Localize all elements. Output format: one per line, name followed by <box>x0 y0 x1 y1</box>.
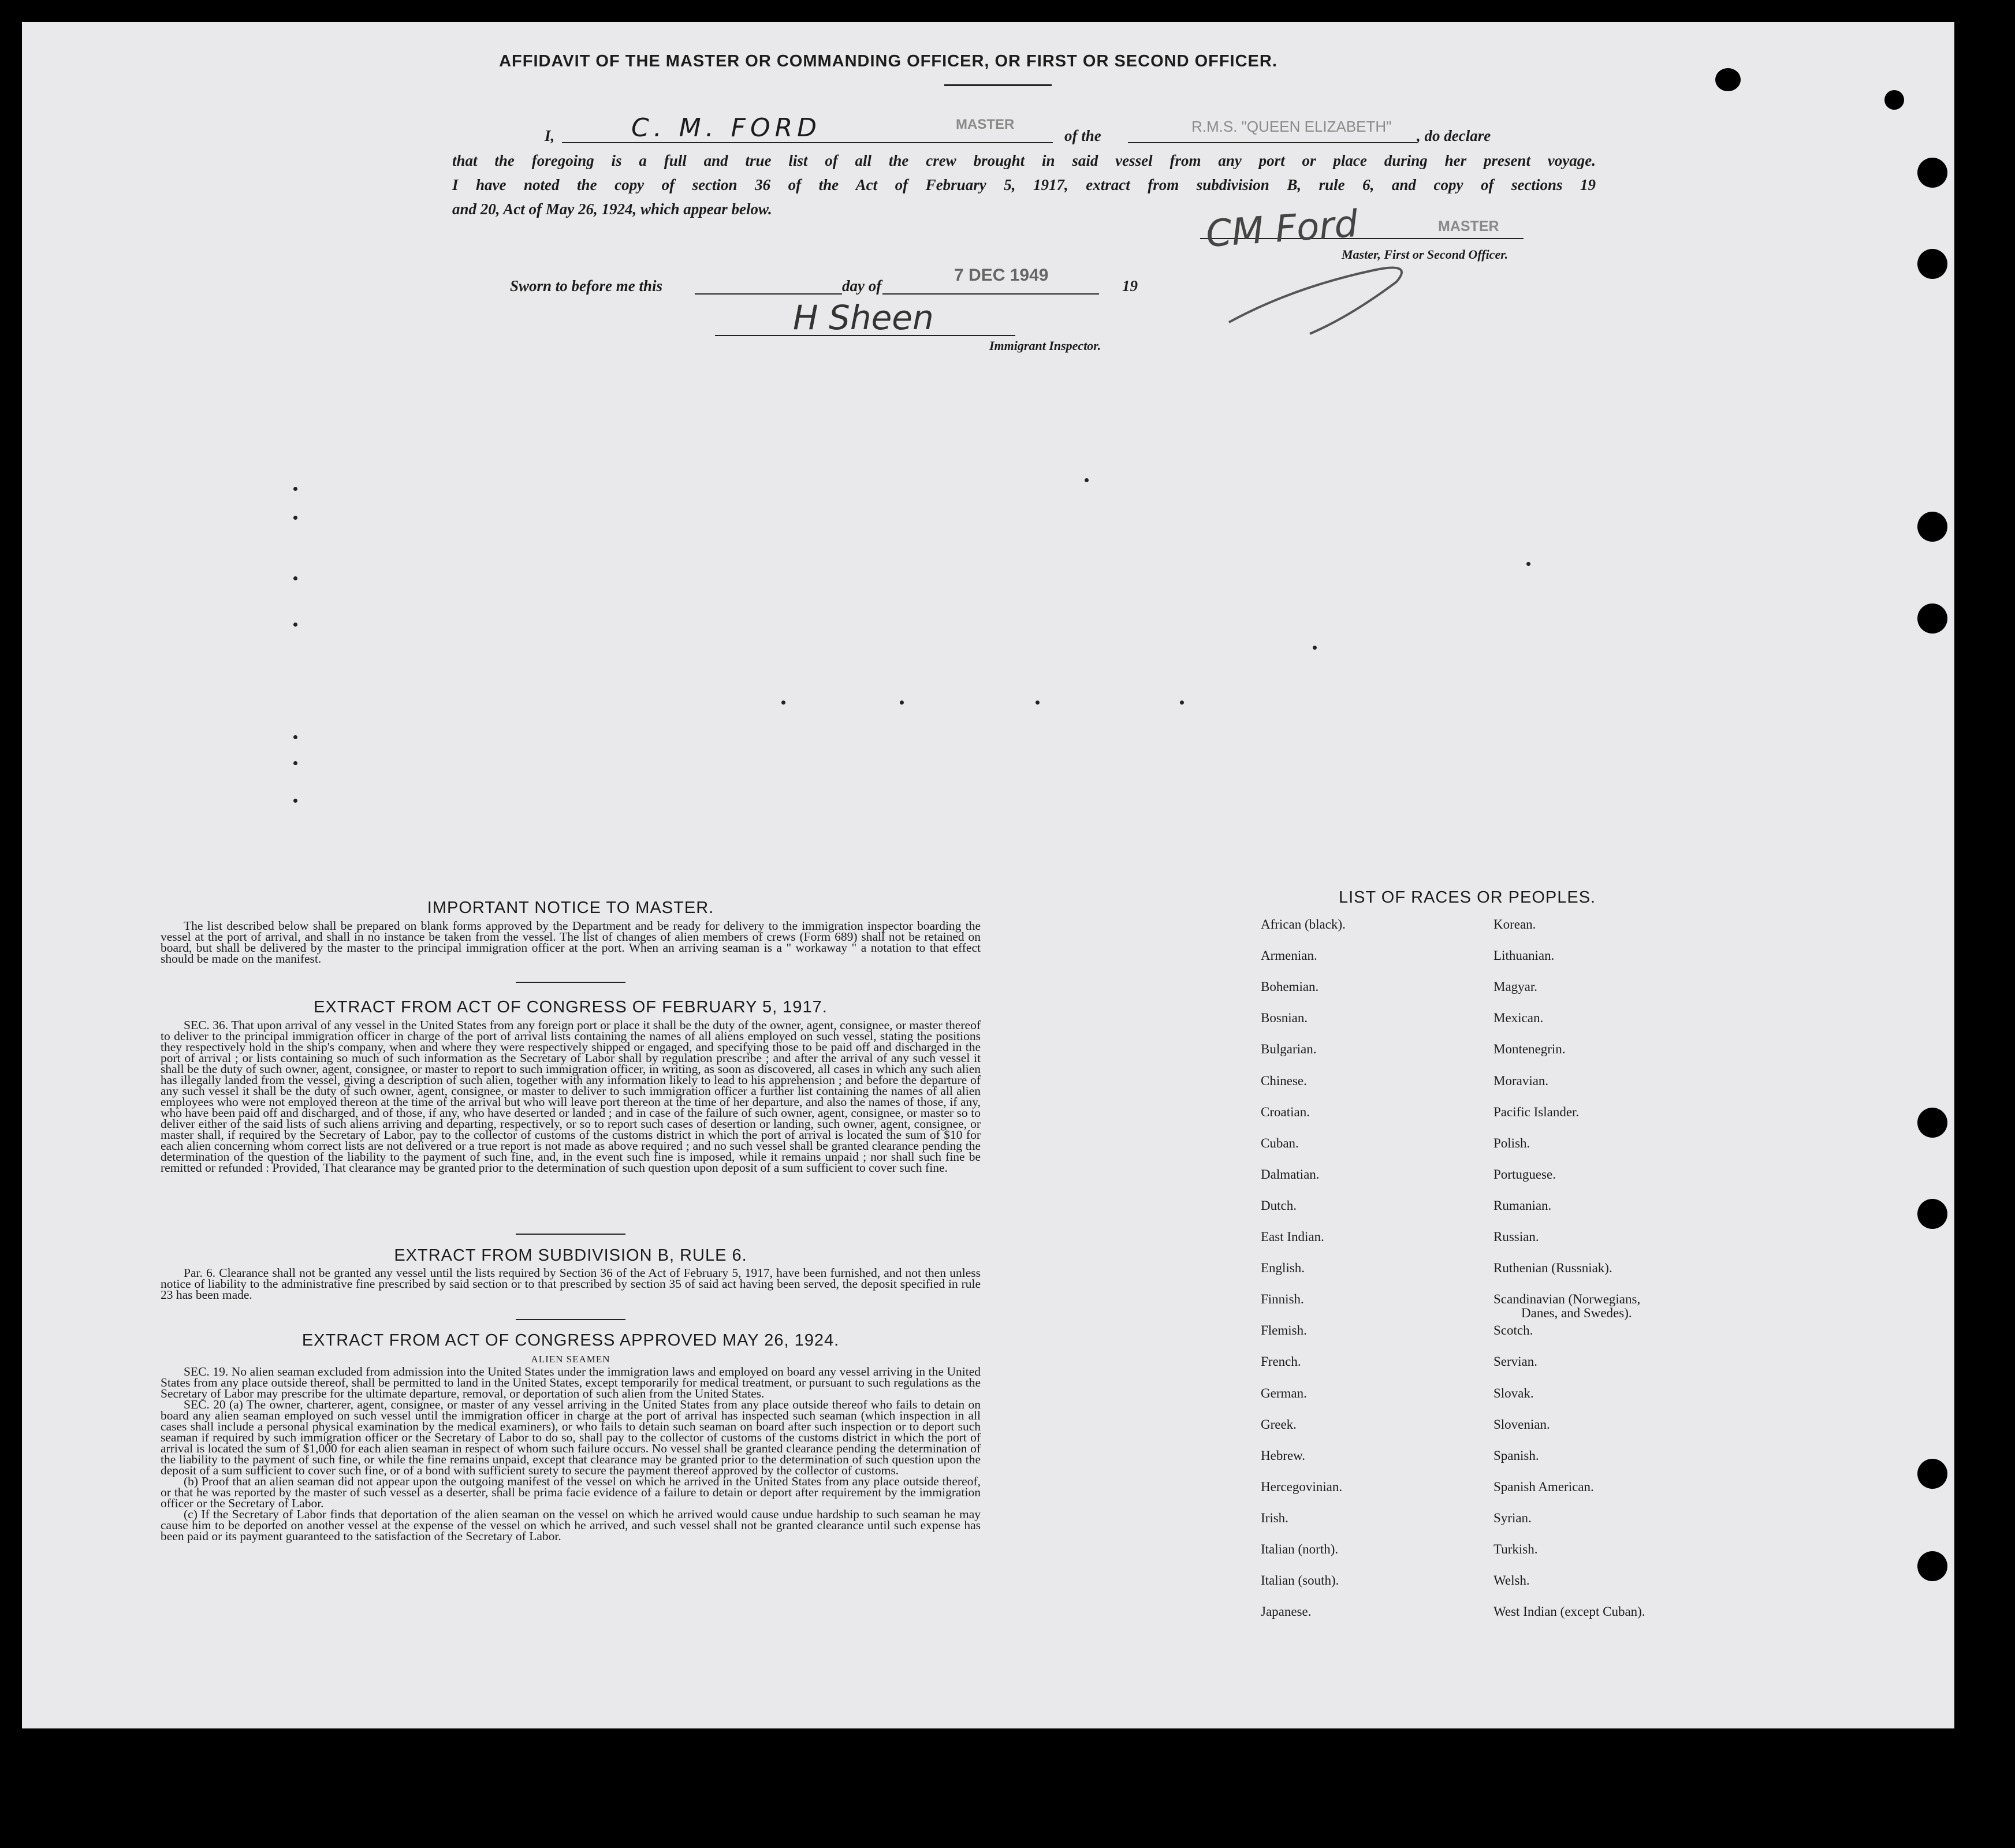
race-item: African (black). <box>1261 917 1346 932</box>
race-item: Moravian. <box>1493 1073 1549 1088</box>
punch-hole <box>1917 603 1947 634</box>
speck <box>781 701 785 705</box>
speck <box>1313 646 1317 650</box>
race-item: Bohemian. <box>1261 979 1319 994</box>
speck <box>1036 701 1040 705</box>
date-stamp: 7 DEC 1949 <box>954 266 1049 285</box>
master-signature: CM Ford <box>1204 202 1360 256</box>
notice-rule <box>516 982 625 983</box>
master-name: C. M. FORD <box>631 113 822 143</box>
race-item: Cuban. <box>1261 1135 1299 1150</box>
punch-hole <box>1917 249 1947 279</box>
title-rule <box>944 84 1052 86</box>
race-item: Hebrew. <box>1261 1448 1306 1463</box>
race-item: Turkish. <box>1493 1542 1538 1556</box>
race-item: Ruthenian (Russniak). <box>1493 1261 1612 1276</box>
races-right-column <box>1493 917 1736 1656</box>
punch-hole <box>1917 1199 1947 1229</box>
race-item: Croatian. <box>1261 1104 1310 1119</box>
name-field <box>562 113 1053 143</box>
race-item: Greek. <box>1261 1417 1297 1432</box>
race-item: Danes, and Swedes). <box>1521 1306 1632 1321</box>
punch-hole <box>1917 1108 1947 1138</box>
sworn-month-field <box>882 292 1099 295</box>
race-item: Italian (south). <box>1261 1573 1339 1588</box>
race-item: Bulgarian. <box>1261 1042 1317 1057</box>
do-declare-label: , do declare <box>1417 127 1491 144</box>
race-item: Magyar. <box>1493 979 1538 994</box>
of-the-label: of the <box>1064 127 1101 144</box>
race-item: Slovenian. <box>1493 1417 1550 1432</box>
speck <box>293 576 297 580</box>
race-item: Spanish. <box>1493 1448 1539 1463</box>
notice-title: IMPORTANT NOTICE TO MASTER. <box>427 899 714 917</box>
affidavit-line-4: and 20, Act of May 26, 1924, which appear below. <box>452 200 772 218</box>
race-item: Armenian. <box>1261 948 1317 963</box>
race-item: Spanish American. <box>1493 1479 1594 1494</box>
race-item: West Indian (except Cuban). <box>1493 1604 1645 1619</box>
races-title: LIST OF RACES OR PEOPLES. <box>1339 888 1596 907</box>
inspector-signature: H Sheen <box>793 298 934 337</box>
signature-caption: Master, First or Second Officer. <box>1342 247 1509 262</box>
speck <box>900 701 904 705</box>
race-item: Russian. <box>1493 1229 1539 1244</box>
speck <box>293 799 297 803</box>
race-item: Japanese. <box>1261 1604 1312 1619</box>
race-item: Lithuanian. <box>1493 948 1555 963</box>
race-item: Mexican. <box>1493 1011 1544 1026</box>
race-item: Rumanian. <box>1493 1198 1552 1213</box>
affidavit-title: AFFIDAVIT OF THE MASTER OR COMMANDING OFFICER, OR FIRST OR SECOND OFFICER. <box>499 52 1277 70</box>
extract-1917-text <box>161 1020 981 1173</box>
race-item: Syrian. <box>1493 1510 1532 1525</box>
sec-36-paragraph: SEC. 36. That upon arrival of any vessel in the United States from any foreign port or place it shall be the duty of the owner, agent, consignee, or master thereof to deliver to the principal immigration officer in charge of the port of arrival lists containing the names of all aliens employed on such vessel, stating the positions they respectively hold in the ship's company, when and where they were respectively shipped or engaged, and specifying those to be paid off and discharged in the port of arrival ; or lists containing so much of such information as the Secretary of Labor shall by regulation prescribe ; and after the arrival of any such vessel it shall be the duty of such owner, agent, consignee, or master to report to such immigration officer, in writing, as soon as discovered, all cases in which any such alien has illegally landed from the vessel, giving a description of such alien, together with any information likely to lead to his apprehension ; and before the departure of any such vessel it shall be the duty of such owner, agent, consignee, or master to deliver to such immigration officer a further list containing the names of all alien employees who were not employed thereon at the time of the arrival but who will leave port thereon at the time of her departure, and also the names of those, if any, who have been paid off and discharged, and of those, if any, who have deserted or landed ; and in case of the failure of such owner, agent, consignee, or master so to deliver either of the said lists of such aliens arriving and departing, respectively, or so to report such cases of desertion or landing, such owner, agent, consignee, or master shall, if required by the Secretary of Labor, pay to the collector of customs of the customs district in which the port of arrival is located the sum of $10 for each alien concerning whom correct lists are not delivered or a true report is not made as above required ; and no such vessel shall be granted clearance pending the determination of the question of the liability to the payment of such fine, and, in the event such fine is imposed, while it remains unpaid ; nor shall such fine be remitted or refunded : Provided, That clearance may be granted prior to the determination of such question upon deposit of a sum sufficient to cover such fine. <box>161 1018 981 1175</box>
speck <box>293 735 297 739</box>
speck <box>293 761 297 765</box>
alien-seamen-subtitle: ALIEN SEAMEN <box>531 1354 610 1365</box>
punch-hole <box>1917 158 1947 188</box>
race-item: Portuguese. <box>1493 1167 1556 1182</box>
extract-1924-text <box>161 1366 981 1542</box>
race-item: Polish. <box>1493 1135 1530 1150</box>
punch-hole <box>1917 512 1947 542</box>
race-item: Flemish. <box>1261 1323 1307 1338</box>
race-item: Hercegovinian. <box>1261 1479 1343 1494</box>
race-item: Chinese. <box>1261 1073 1307 1088</box>
races-left-column <box>1261 917 1480 1656</box>
sec-20c-paragraph: (c) If the Secretary of Labor finds that deportation of the alien seaman on the vessel on which he arrived would cause undue hardship to such seaman he may cause him to be deported on another vessel at the expense of the vessel on which he arrived, and such vessel shall not be granted clearance until such expense has been paid or its payment guaranteed to the satisfaction of the Secretary of Labor. <box>161 1507 981 1543</box>
extract-1917-title: EXTRACT FROM ACT OF CONGRESS OF FEBRUARY 5, 1917. <box>314 998 828 1016</box>
race-item: Bosnian. <box>1261 1011 1308 1026</box>
sec-20b-paragraph: (b) Proof that an alien seaman did not appear upon the outgoing manifest of the vessel on which he arrived in the United States from any place outside thereof, or that he was reported by the master of such vessel as a deserter, shall be prima facie evidence of a failure to detain or deport after requirement by the immigration officer or the Secretary of Labor. <box>161 1474 981 1510</box>
i-label: I, <box>545 127 555 144</box>
race-item: Irish. <box>1261 1510 1288 1525</box>
notice-paragraph: The list described below shall be prepared on blank forms approved by the Department and be ready for delivery to the immigration inspector boarding the vessel at the port of arrival, and shall in no instance be taken from the vessel. The list of changes of alien members of crews (Form 689) shall not be retained on board, but shall be delivered by the master to the principal immigration officer at the port. When an arriving seaman is a " workaway " a notation to that effect should be made on the manifest. <box>161 919 981 966</box>
speck <box>293 516 297 520</box>
vessel-name: R.M.S. "QUEEN ELIZABETH" <box>1191 118 1392 135</box>
inspector-caption: Immigrant Inspector. <box>989 338 1101 353</box>
punch-hole <box>1917 1459 1947 1489</box>
document-page <box>22 22 1954 1728</box>
race-item: Dutch. <box>1261 1198 1297 1213</box>
race-item: Finnish. <box>1261 1292 1304 1307</box>
race-item: Servian. <box>1493 1354 1538 1369</box>
race-item: Montenegrin. <box>1493 1042 1566 1057</box>
extract-1917-rule <box>516 1234 625 1235</box>
subdivision-title: EXTRACT FROM SUBDIVISION B, RULE 6. <box>394 1246 747 1265</box>
year-prefix: 19 <box>1122 277 1138 295</box>
race-item: German. <box>1261 1385 1307 1400</box>
subdivision-rule <box>516 1319 625 1320</box>
punch-hole <box>1884 90 1904 110</box>
race-item: Scandinavian (Norwegians, <box>1493 1292 1641 1307</box>
sworn-day-field <box>695 292 842 295</box>
sec-19-paragraph: SEC. 19. No alien seaman excluded from admission into the United States under the immigration laws and employed on board any vessel arriving in the United States from any place outside thereof, shall be permitted to land in the United States, except temporarily for medical treatment, or pursuant to such regulations as the Secretary of Labor may prescribe for the ultimate departure, removal, or deportation of such alien from the United States. <box>161 1365 981 1400</box>
race-item: Welsh. <box>1493 1573 1530 1588</box>
day-of-label: day of <box>842 277 882 295</box>
speck <box>1526 562 1530 566</box>
par-6-paragraph: Par. 6. Clearance shall not be granted any vessel until the lists required by Section 36 of the Act of February 5, 1917, have been furnished, and not then unless notice of liability to the administrative fine prescribed by said section or to that prescribed by section 35 of said act having been served, the deposit specified in rule 23 has been made. <box>161 1266 981 1302</box>
race-item: English. <box>1261 1261 1305 1276</box>
race-item: Dalmatian. <box>1261 1167 1320 1182</box>
speck <box>293 487 297 491</box>
sworn-label: Sworn to before me this <box>510 277 663 295</box>
signature-stamp: MASTER <box>1438 218 1499 234</box>
extract-1924-title: EXTRACT FROM ACT OF CONGRESS APPROVED MAY 26, 1924. <box>301 1331 840 1350</box>
affidavit-line-2: that the foregoing is a full and true list of all the crew brought in said vessel from any port or place during her present voyage. <box>452 152 1596 169</box>
speck <box>1180 701 1184 705</box>
race-item: Korean. <box>1493 917 1536 932</box>
race-item: Scotch. <box>1493 1323 1533 1338</box>
race-item: French. <box>1261 1354 1301 1369</box>
sec-20a-paragraph: SEC. 20 (a) The owner, charterer, agent, consignee, or master of any vessel arriving in the United States from any place outside thereof who fails to detain on board any alien seaman employed on such vessel until the immigration officer in charge at the port of arrival has inspected such seaman (which inspection in all cases shall include a personal physical examination by the medical examiners), or who fails to detain such seaman on board after such inspection or to deport such seaman if required by such immigration officer or the Secretary of Labor to do so, shall pay to the collector of customs of the customs district in which the port of arrival is located the sum of $1,000 for each alien seaman in respect of whom such failure occurs. No vessel shall be granted clearance pending the determination of the liability to the payment of such fine, or while the fine remains unpaid, except that clearance may be granted prior to the determination of such question upon the deposit of a sum sufficient to cover such fine, or of a bond with sufficient surety to secure the payment thereof approved by the collector of customs. <box>161 1398 981 1477</box>
race-item: Italian (north). <box>1261 1542 1339 1556</box>
race-item: East Indian. <box>1261 1229 1324 1244</box>
notice-text <box>161 921 981 964</box>
race-item: Pacific Islander. <box>1493 1104 1580 1119</box>
master-stamp: MASTER <box>956 117 1015 132</box>
vessel-field <box>1128 120 1417 143</box>
speck <box>293 623 297 627</box>
affidavit-line-3: I have noted the copy of section 36 of the Act of February 5, 1917, extract from subdivision B, rule 6, and copy of sections 19 <box>452 176 1596 193</box>
punch-hole <box>1715 68 1741 91</box>
affidavit-line-1 <box>545 113 1596 144</box>
race-item: Slovak. <box>1493 1385 1534 1400</box>
punch-hole <box>1917 1551 1947 1581</box>
signature-flourish <box>1223 253 1466 345</box>
speck <box>1085 478 1089 482</box>
subdivision-text <box>161 1268 981 1301</box>
